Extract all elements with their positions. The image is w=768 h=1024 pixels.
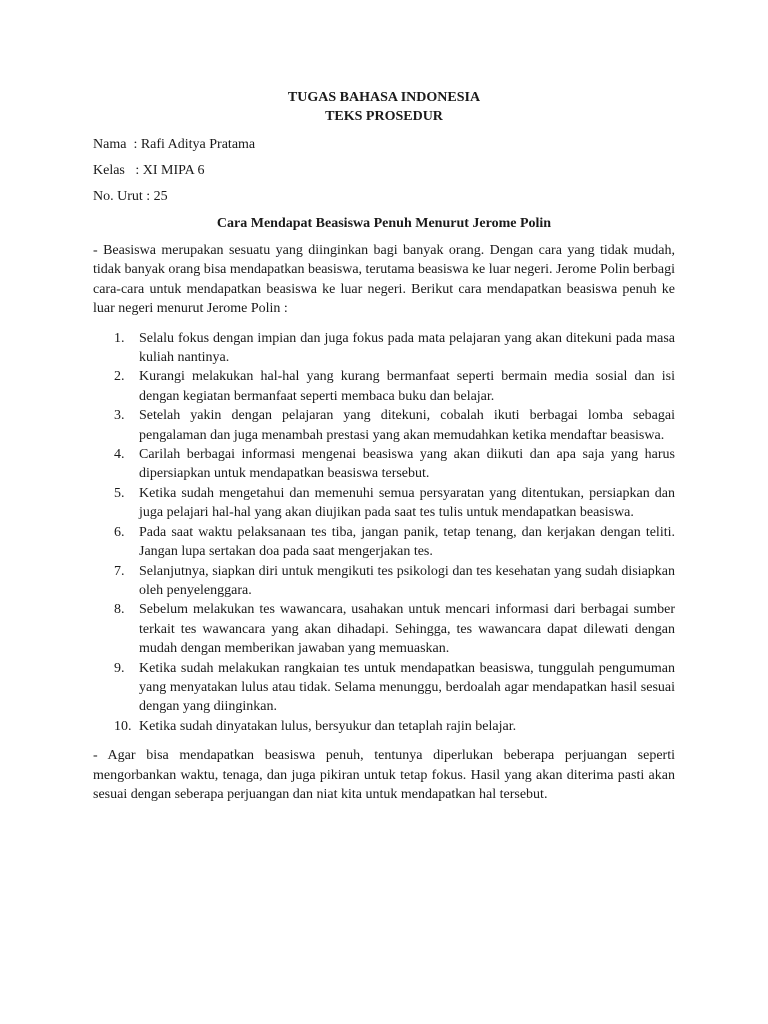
document-title-line-1: TUGAS BAHASA INDONESIA bbox=[287, 90, 481, 105]
closing-paragraph: - Agar bisa mendapatkan beasiswa penuh, tentunya diperlukan beberapa perjuangan seperti mengorbankan waktu, tenaga, dan juga pikiran untuk tetap fokus. Hasil yang akan diterima pasti akan sesuai dengan seberapa perjuangan dan niat kita untuk mendapatkan hal tersebut. bbox=[93, 748, 675, 802]
student-class-value: XI MIPA 6 bbox=[142, 163, 205, 178]
list-item-number: 3. bbox=[114, 408, 125, 424]
list-item bbox=[93, 659, 675, 717]
list-item bbox=[93, 600, 675, 658]
list-item-number: 6. bbox=[114, 524, 125, 540]
list-item bbox=[93, 717, 675, 736]
list-item-number: 7. bbox=[114, 563, 125, 579]
student-name-value: Rafi Aditya Pratama bbox=[140, 137, 256, 152]
list-item-number: 4. bbox=[114, 447, 125, 463]
student-number-row bbox=[93, 187, 675, 213]
list-item bbox=[93, 445, 675, 484]
list-item-text: Carilah berbagai informasi mengenai beasiswa yang akan diikuti dan apa saja yang harus dipersiapkan untuk mendapatkan beasiswa tersebut. bbox=[139, 447, 675, 482]
student-class-label: Kelas bbox=[93, 163, 125, 178]
list-item-number: 1. bbox=[114, 330, 125, 346]
separator-colon: : bbox=[142, 189, 154, 204]
list-item-number: 10. bbox=[114, 718, 132, 734]
list-item-number: 8. bbox=[114, 602, 125, 618]
student-info bbox=[93, 135, 675, 213]
list-item-text: Ketika sudah mengetahui dan memenuhi semua persyaratan yang ditentukan, persiapkan dan juga pelajari hal-hal yang akan diujikan pada saat tes tulis untuk mendapatkan beasiswa. bbox=[139, 485, 675, 521]
list-item bbox=[93, 523, 675, 562]
student-class-row bbox=[93, 161, 675, 187]
list-item bbox=[93, 406, 675, 445]
list-item-text: Kurangi melakukan hal-hal yang kurang bermanfaat seperti bermain media sosial dan isi dengan kegiatan bermanfaat seperti membaca buku dan belajar. bbox=[139, 369, 675, 404]
list-item-number: 9. bbox=[114, 660, 125, 676]
document-title-line-2: TEKS PROSEDUR bbox=[325, 109, 443, 124]
separator-colon: : bbox=[124, 163, 143, 178]
separator-colon: : bbox=[126, 137, 141, 152]
intro-paragraph: - Beasiswa merupakan sesuatu yang diinginkan bagi banyak orang. Dengan cara yang tidak mudah, tidak banyak orang bisa mendapatkan beasiswa, terutama beasiswa ke luar negeri. Jerome Polin berbagi cara-cara untuk mendapatkan beasiswa ke luar negeri. Berikut cara mendapatkan beasiswa penuh ke luar negeri menurut Jerome Polin : bbox=[93, 243, 675, 317]
list-item bbox=[93, 484, 675, 523]
list-item-text: Pada saat waktu pelaksanaan tes tiba, jangan panik, tetap tenang, dan kerjakan dengan teliti. Jangan lupa sertakan doa pada saat mengerjakan tes. bbox=[139, 524, 675, 560]
document-heading: Cara Mendapat Beasiswa Penuh Menurut Jerome Polin bbox=[216, 216, 552, 231]
student-number-value: 25 bbox=[153, 189, 168, 204]
list-item-text: Selalu fokus dengan impian dan juga fokus pada mata pelajaran yang akan ditekuni pada masa kuliah nantinya. bbox=[139, 330, 675, 366]
list-item-number: 2. bbox=[114, 369, 125, 385]
list-item-text: Sebelum melakukan tes wawancara, usahakan untuk mencari informasi dari berbagai sumber terkait tes wawancara yang akan dihadapi. Sehingga, tes wawancara dapat dilewati dengan mudah dengan memberikan jawaban yang memuaskan. bbox=[139, 602, 675, 657]
list-item-text: Ketika sudah melakukan rangkaian tes untuk mendapatkan beasiswa, tunggulah pengumuman yang menyatakan lulus atau tidak. Selama menunggu, berdoalah agar mendapatkan hasil sesuai dengan yang diinginkan. bbox=[139, 660, 675, 715]
document-page bbox=[93, 88, 675, 804]
list-item-text: Setelah yakin dengan pelajaran yang ditekuni, cobalah ikuti berbagai lomba sebagai pengalaman dan juga menambah prestasi yang akan memudahkan ketika mendaftar beasiswa. bbox=[139, 408, 675, 443]
list-item bbox=[93, 562, 675, 601]
list-item-text: Ketika sudah dinyatakan lulus, bersyukur dan tetaplah rajin belajar. bbox=[139, 718, 517, 734]
list-item bbox=[93, 329, 675, 368]
list-item bbox=[93, 367, 675, 406]
list-item-text: Selanjutnya, siapkan diri untuk mengikuti tes psikologi dan tes kesehatan yang sudah disiapkan oleh penyelenggara. bbox=[139, 563, 675, 598]
student-name-label: Nama bbox=[93, 137, 127, 152]
student-name-row bbox=[93, 135, 675, 161]
steps-list bbox=[93, 329, 675, 737]
student-number-label: No. Urut bbox=[93, 189, 143, 204]
list-item-number: 5. bbox=[114, 485, 125, 501]
